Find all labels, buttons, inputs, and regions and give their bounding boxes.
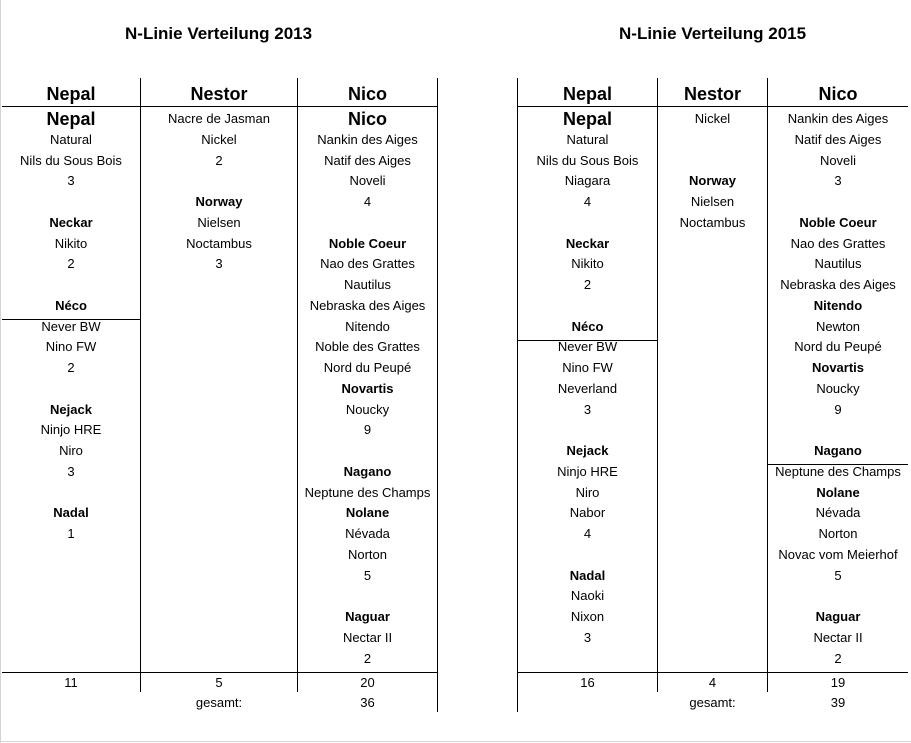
column-nico	[768, 82, 908, 669]
cell: Nautilus	[814, 256, 862, 272]
gesamt-label: gesamt:	[689, 695, 736, 710]
empty-cell	[768, 420, 908, 441]
cell: Nectar II	[342, 629, 393, 645]
group-heading: Novartis	[341, 380, 394, 396]
group-heading: Nepal	[46, 109, 96, 129]
empty-cell	[658, 151, 767, 172]
column-nepal	[2, 82, 140, 545]
cell: Never BW	[41, 318, 101, 334]
cell: 5	[363, 567, 372, 583]
column-header: Nestor	[190, 84, 248, 104]
cell: Naoki	[570, 588, 605, 604]
group-heading: Nadal	[569, 567, 606, 583]
group-heading: Nagano	[343, 463, 392, 479]
cell: 9	[363, 422, 372, 438]
cell: Never BW	[557, 339, 618, 355]
gesamt-label: gesamt:	[195, 695, 243, 710]
cell: 3	[583, 629, 592, 645]
cell: 3	[583, 401, 592, 417]
group-heading: Nico	[347, 109, 387, 129]
cell: Nord du Peupé	[794, 339, 882, 355]
total-nepal: 16	[580, 675, 595, 690]
column-header: Nico	[347, 84, 387, 104]
cell: Niro	[59, 443, 83, 458]
cell: Norton	[347, 546, 388, 562]
sheet-gridline-left	[0, 0, 1, 743]
column-cells	[141, 109, 297, 275]
cell: Noctambus	[679, 214, 746, 230]
cell: Newton	[815, 318, 861, 334]
empty-cell	[518, 213, 657, 234]
table-title: N-Linie Verteilung 2013	[125, 24, 313, 43]
cell: Norton	[818, 526, 858, 541]
cell: Novac vom Meierhof	[778, 546, 898, 562]
column-nico	[298, 82, 437, 669]
cell: 2	[834, 650, 842, 666]
empty-cell	[2, 192, 140, 213]
cell: Natif des Aiges	[794, 131, 882, 147]
cell: Noble des Grattes	[315, 339, 420, 355]
cell: Névada	[345, 526, 390, 541]
cell: Nao des Grattes	[790, 235, 886, 251]
column-cells	[298, 109, 437, 669]
empty-cell	[518, 420, 657, 441]
empty-cell	[518, 296, 657, 317]
total-nestor: 5	[215, 675, 223, 690]
cell: Nickel	[201, 131, 237, 147]
cell: Neptune des Champs	[304, 484, 431, 500]
empty-cell	[768, 192, 908, 213]
empty-cell	[298, 441, 437, 462]
cell: Nebraska des Aiges	[309, 297, 426, 313]
cell: Nebraska des Aiges	[780, 277, 896, 292]
cell: Nils du Sous Bois	[20, 152, 122, 168]
cell: 3	[67, 463, 75, 479]
cell: Natural	[566, 131, 609, 147]
cell: 2	[583, 277, 592, 292]
column-nepal	[518, 82, 657, 649]
cell: 4	[583, 526, 592, 541]
group-heading: Nadal	[53, 505, 89, 521]
group-heading: Nagano	[814, 443, 862, 458]
cell: 4	[583, 194, 592, 209]
group-heading: Noble Coeur	[799, 214, 877, 230]
column-header: Nico	[818, 84, 858, 104]
sheet-gridline-bottom	[0, 741, 911, 742]
empty-cell	[2, 379, 140, 400]
cell: Niagara	[564, 173, 611, 189]
cell: Niro	[575, 484, 600, 500]
empty-cell	[658, 130, 767, 151]
total-nestor: 4	[708, 675, 717, 690]
group-heading: Naguar	[815, 609, 861, 624]
column-header: Nestor	[683, 84, 741, 104]
total-nico: 19	[830, 675, 846, 690]
group-heading: Novartis	[811, 360, 865, 375]
group-heading: Néco	[55, 297, 87, 313]
cell: Nixon	[570, 609, 605, 624]
cell: Noctambus	[186, 235, 252, 251]
gesamt-value: 36	[360, 695, 375, 710]
column-nestor	[141, 82, 297, 275]
empty-cell	[298, 586, 437, 607]
column-cells	[658, 109, 767, 234]
column-divider	[437, 78, 438, 712]
cell: 4	[363, 194, 372, 209]
empty-cell	[141, 171, 297, 192]
cell: Nao des Grattes	[320, 256, 415, 272]
cell: Noucky	[345, 401, 390, 417]
cell: Nikito	[54, 235, 88, 251]
column-header: Nepal	[46, 84, 96, 104]
cell: 3	[67, 173, 75, 189]
total-nico: 20	[360, 675, 375, 690]
group-heading: Neckar	[565, 235, 610, 251]
cell: 3	[834, 173, 842, 189]
empty-cell	[2, 275, 140, 296]
group-heading: Norway	[689, 173, 736, 189]
cell: Noveli	[819, 152, 857, 168]
group-heading: Nepal	[562, 109, 613, 129]
group-heading: Noble Coeur	[328, 235, 407, 251]
group-heading: Nolane	[345, 505, 390, 521]
group-heading: Néco	[571, 318, 604, 334]
group-heading: Nolane	[816, 484, 860, 500]
cell: Nickel	[694, 111, 731, 126]
column-cells	[768, 109, 908, 669]
total-nepal: 11	[64, 675, 78, 690]
cell: Natif des Aiges	[324, 152, 411, 168]
cell: Natural	[50, 131, 92, 147]
cell: 2	[363, 650, 372, 666]
column-cells	[2, 109, 140, 545]
cell: Noveli	[349, 173, 386, 189]
cell: Nautilus	[344, 277, 391, 292]
cell: Nino FW	[45, 339, 97, 355]
empty-cell	[768, 586, 908, 607]
group-heading: Naguar	[345, 609, 390, 624]
cell: Neptune des Champs	[775, 463, 901, 479]
cell: Nils du Sous Bois	[536, 152, 639, 168]
empty-cell	[2, 483, 140, 504]
cell: Nacre de Jasman	[168, 111, 270, 126]
cell: 5	[834, 567, 842, 583]
cell: Nabor	[569, 505, 606, 521]
cell: Névada	[815, 505, 861, 521]
cell: Neverland	[557, 380, 618, 396]
cell: Ninjo HRE	[557, 463, 618, 479]
cell: 2	[67, 360, 75, 375]
column-nestor	[658, 82, 767, 234]
cell: Nectar II	[813, 629, 863, 645]
cell: 2	[215, 152, 223, 168]
column-header: Nepal	[562, 84, 613, 104]
group-heading: Nejack	[50, 401, 92, 417]
cell: Nikito	[571, 256, 604, 272]
empty-cell	[518, 545, 657, 566]
cell: Nielsen	[197, 214, 241, 230]
cell: Nord du Peupé	[323, 360, 412, 375]
group-heading: Nitendo	[813, 297, 863, 313]
cell: Nankin des Aiges	[317, 131, 418, 147]
empty-cell	[298, 213, 437, 234]
group-heading: Nejack	[566, 443, 609, 458]
cell: 9	[834, 401, 842, 417]
gesamt-value: 39	[830, 695, 846, 710]
cell: 1	[67, 526, 75, 541]
column-cells	[518, 109, 657, 649]
cell: Nino FW	[562, 360, 613, 375]
cell: 2	[67, 256, 75, 272]
table-title: N-Linie Verteilung 2015	[619, 24, 807, 43]
cell: Nielsen	[690, 194, 735, 209]
cell: 3	[215, 256, 223, 272]
cell: Nankin des Aiges	[787, 111, 889, 126]
cell: Nitendo	[345, 318, 390, 334]
cell: Ninjo HRE	[40, 422, 102, 438]
group-heading: Neckar	[49, 214, 93, 230]
group-heading: Norway	[195, 194, 243, 209]
cell: Noucky	[816, 380, 860, 396]
